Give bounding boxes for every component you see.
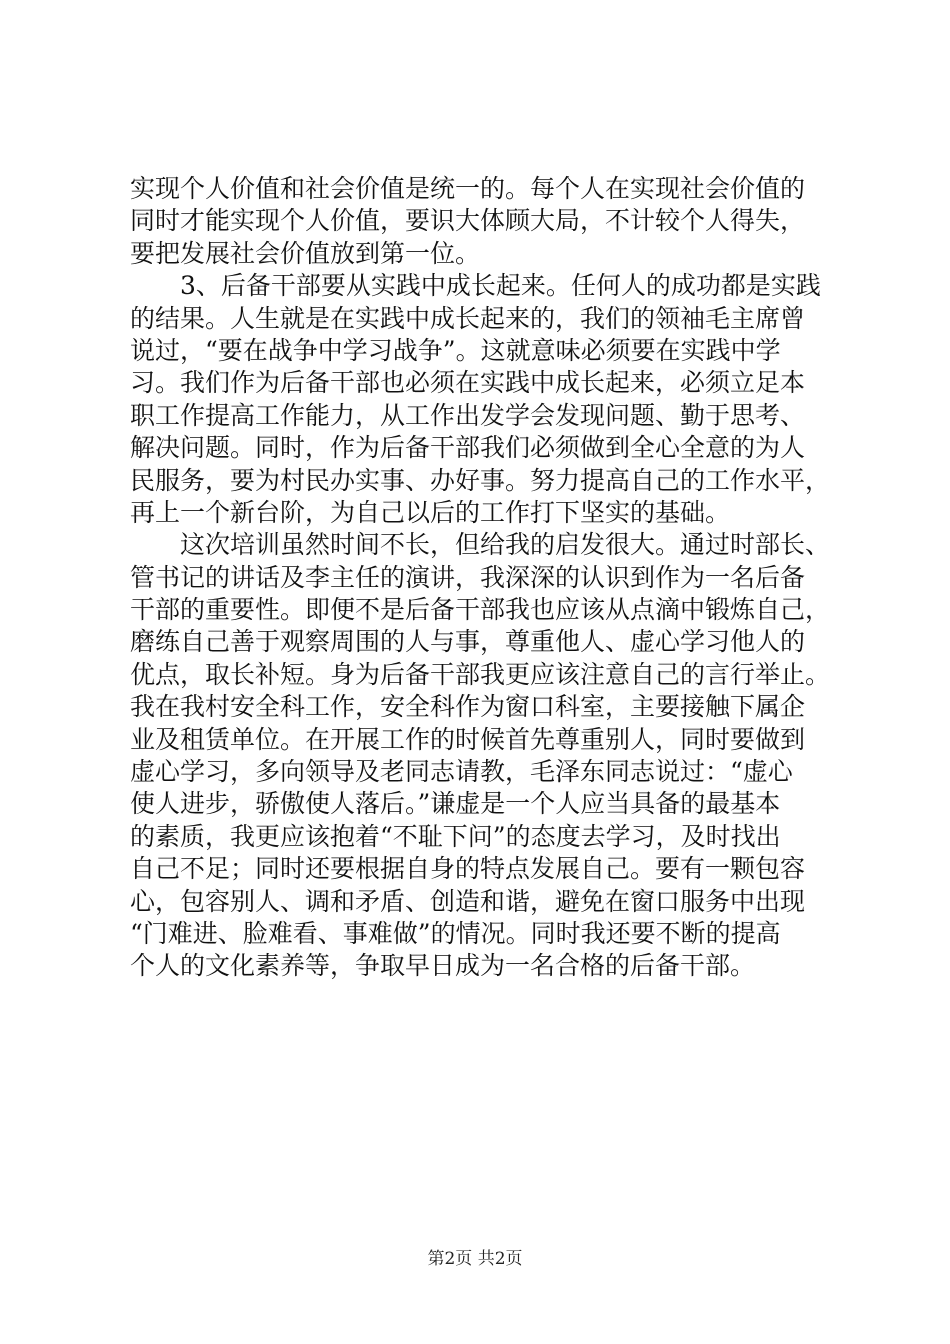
- text-line: 要把发展社会价值放到第一位。: [130, 238, 481, 268]
- text-line: 心，包容别人、调和矛盾、创造和谐，避免在窗口服务中出现: [130, 886, 806, 916]
- page-number-footer: 第2页 共2页: [427, 1249, 523, 1269]
- text-line: “门难进、脸难看、事难做”的情况。同时我还要不断的提高: [130, 918, 781, 948]
- text-line: 自己不足；同时还要根据自身的特点发展自己。要有一颗包容: [130, 854, 806, 884]
- text-line: 3、后备干部要从实践中成长起来。任何人的成功都是实践: [180, 271, 821, 301]
- text-line: 使人进步，骄傲使人落后。”谦虚是一个人应当具备的最基本: [130, 789, 781, 819]
- text-line: 习。我们作为后备干部也必须在实践中成长起来，必须立足本: [130, 368, 806, 398]
- text-line: 优点，取长补短。身为后备干部我更应该注意自己的言行举止。: [130, 659, 831, 689]
- text-line: 实现个人价值和社会价值是统一的。每个人在实现社会价值的: [130, 174, 806, 203]
- text-line: 这次培训虽然时间不长，但给我的启发很大。通过时部长、: [180, 530, 831, 560]
- text-line: 民服务，要为村民办实事、办好事。努力提高自己的工作水平，: [130, 465, 831, 495]
- text-line: 职工作提高工作能力，从工作出发学会发现问题、勤于思考、: [130, 400, 806, 430]
- text-line: 磨练自己善于观察周围的人与事，尊重他人、虚心学习他人的: [130, 627, 806, 657]
- text-line: 说过，“要在战争中学习战争”。这就意味必须要在实践中学: [130, 335, 781, 365]
- text-line: 再上一个新台阶，为自己以后的工作打下坚实的基础。: [130, 497, 731, 527]
- text-line: 干部的重要性。即便不是后备干部我也应该从点滴中锻炼自己，: [130, 595, 831, 625]
- text-line: 解决问题。同时，作为后备干部我们必须做到全心全意的为人: [130, 433, 806, 463]
- text-line: 同时才能实现个人价值，要识大体顾大局，不计较个人得失，: [130, 206, 806, 236]
- text-line: 管书记的讲话及李主任的演讲，我深深的认识到作为一名后备: [130, 562, 806, 592]
- text-line: 我在我村安全科工作，安全科作为窗口科室，主要接触下属企: [130, 692, 806, 722]
- text-line: 的素质，我更应该抱着“不耻下问”的态度去学习，及时找出: [130, 821, 781, 851]
- text-line: 个人的文化素养等，争取早日成为一名合格的后备干部。: [130, 951, 756, 981]
- text-line: 虚心学习，多向领导及老同志请教，毛泽东同志说过：“虚心: [130, 757, 793, 787]
- text-line: 业及租赁单位。在开展工作的时候首先尊重别人，同时要做到: [130, 724, 806, 754]
- text-line: 的结果。人生就是在实践中成长起来的，我们的领袖毛主席曾: [130, 303, 806, 333]
- body-text: [130, 173, 860, 983]
